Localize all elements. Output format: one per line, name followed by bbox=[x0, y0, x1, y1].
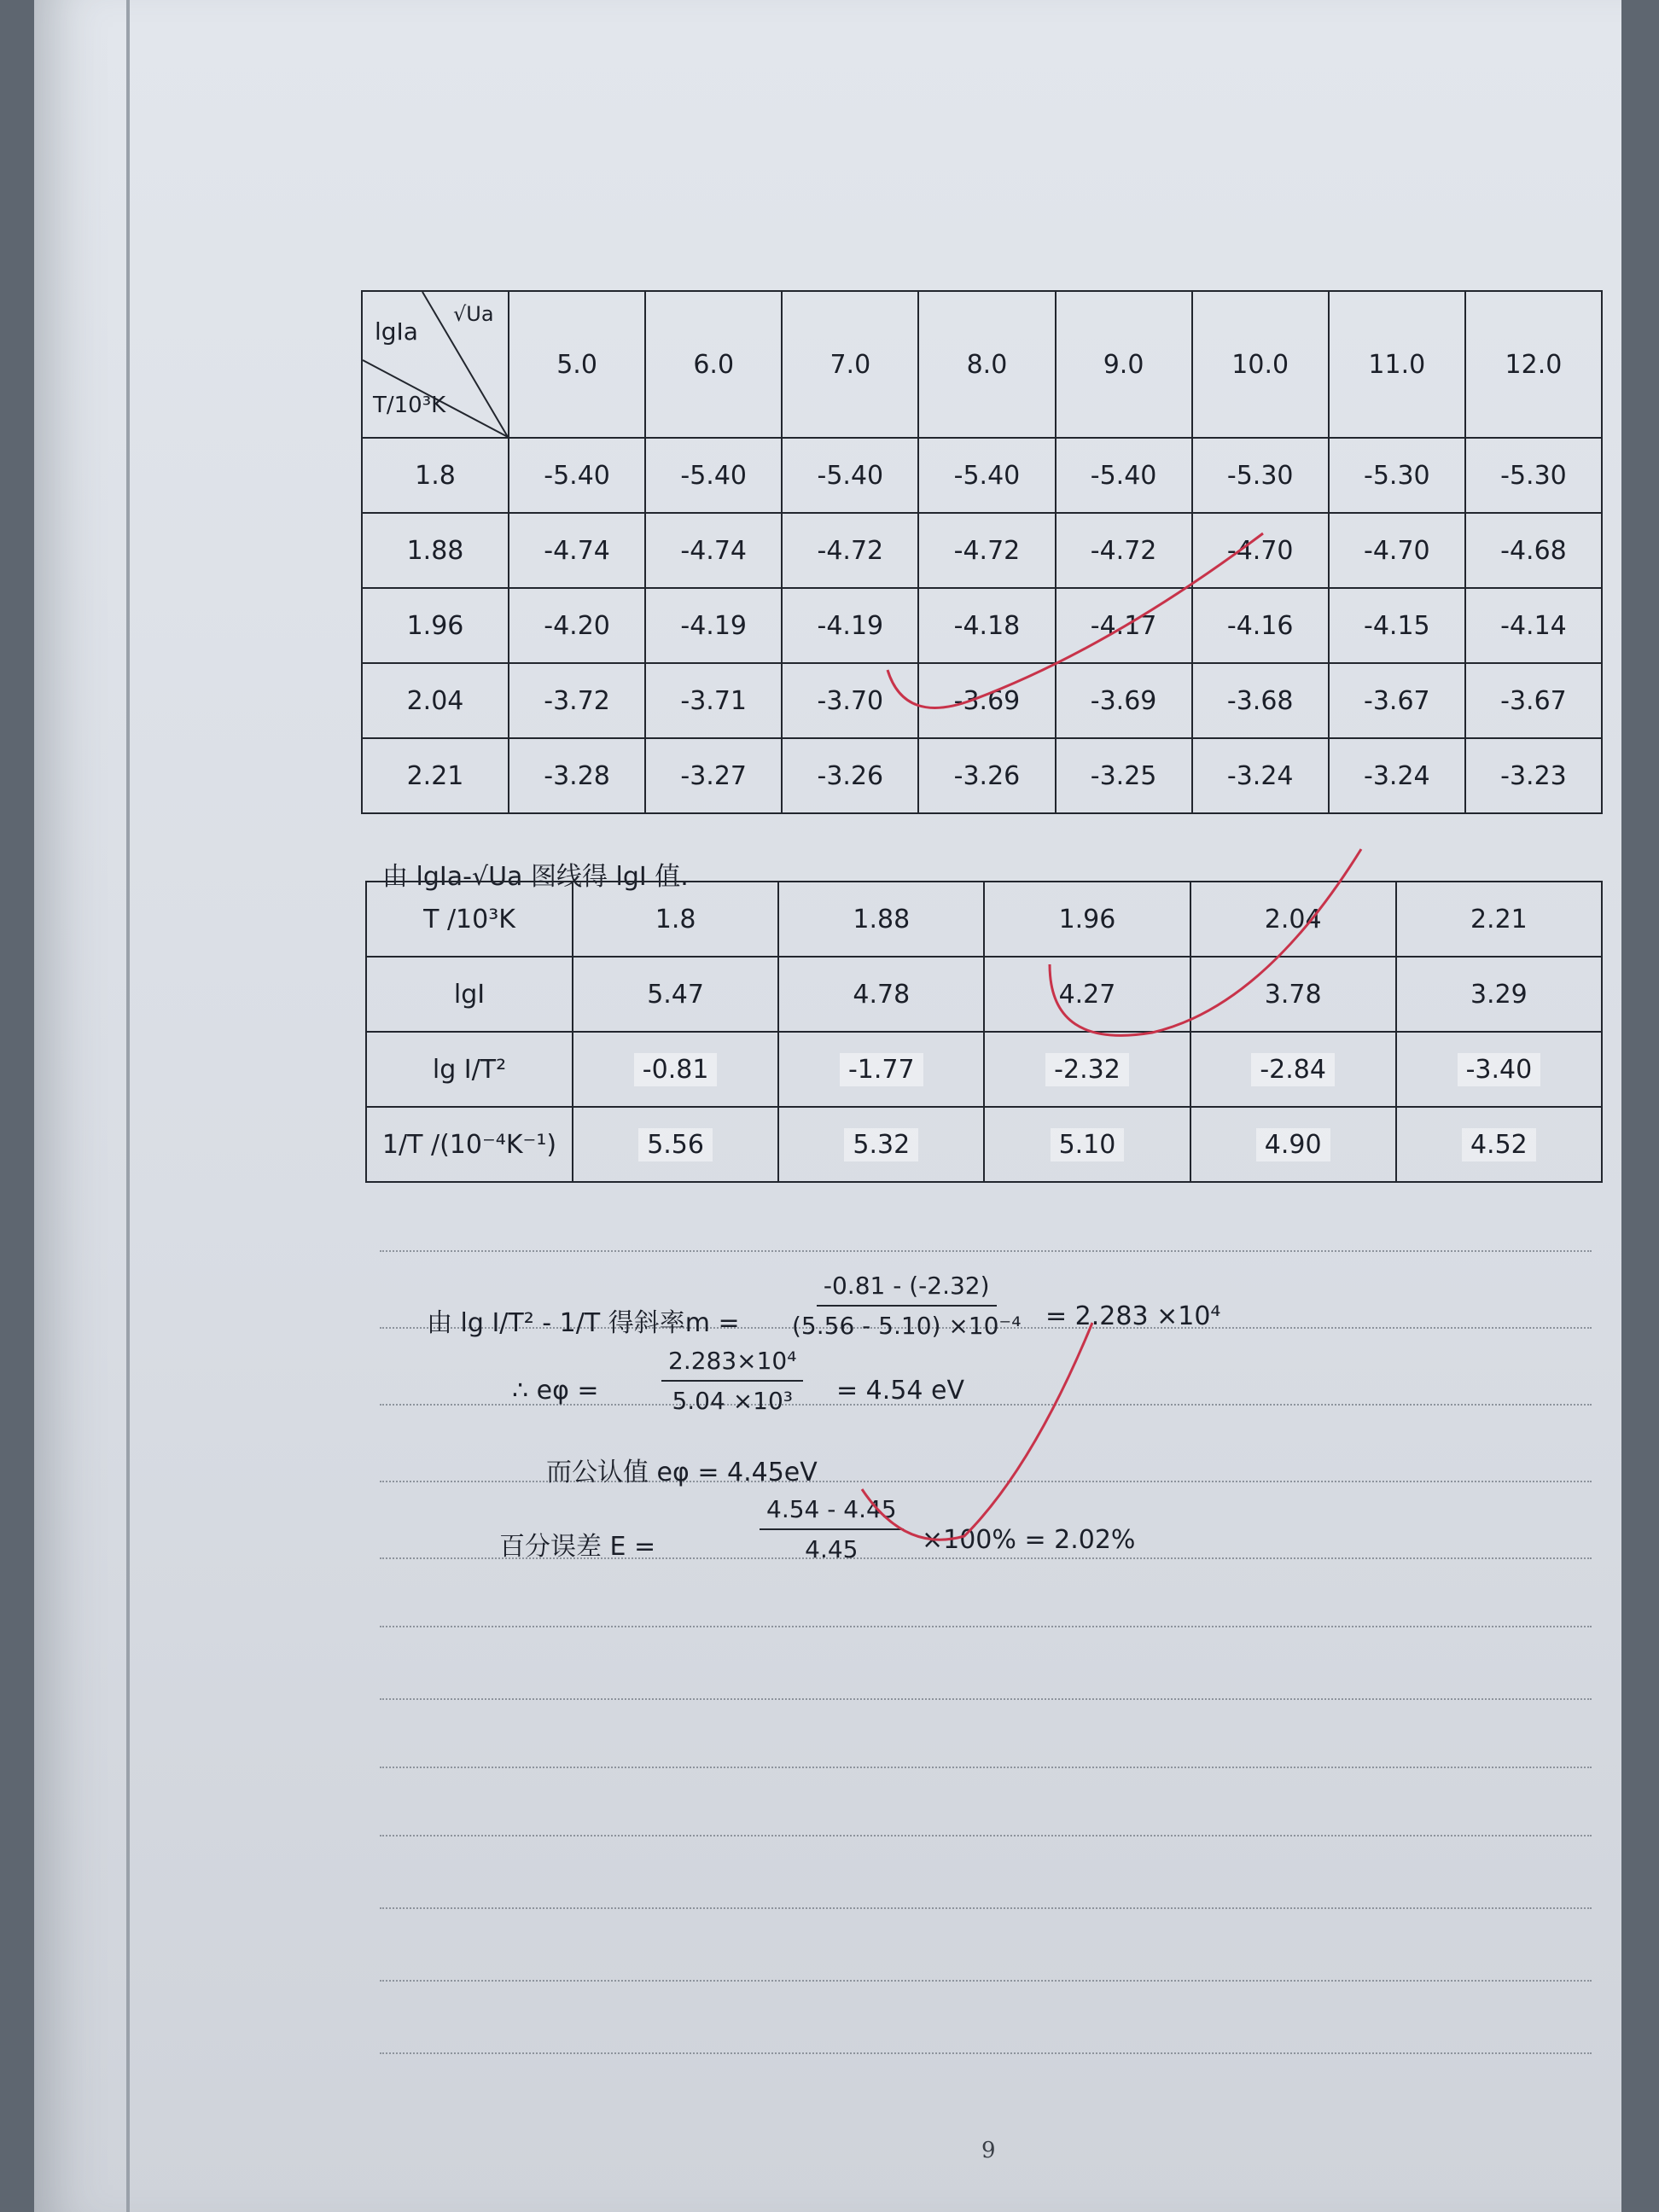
row-header: 1.8 bbox=[362, 438, 509, 513]
column-header: 8.0 bbox=[918, 291, 1055, 438]
lgIa-data-table bbox=[361, 290, 1603, 814]
table-cell bbox=[1190, 1107, 1396, 1182]
table-cell-value: 5.10 bbox=[1051, 1128, 1125, 1161]
table-cell: -4.16 bbox=[1192, 588, 1329, 663]
percent-error-result: ×100% = 2.02% bbox=[922, 1525, 1136, 1555]
corner-cell bbox=[362, 291, 509, 438]
table-cell-value: 4.90 bbox=[1256, 1128, 1330, 1161]
table-cell: -5.40 bbox=[1056, 438, 1192, 513]
table-row bbox=[362, 438, 1602, 513]
table-cell: 1.88 bbox=[778, 882, 984, 957]
ruled-line bbox=[380, 1980, 1592, 1982]
table-cell-value: 4.52 bbox=[1462, 1128, 1536, 1161]
row-header: 1.88 bbox=[362, 513, 509, 588]
row-header: 2.04 bbox=[362, 663, 509, 738]
table-cell: -4.20 bbox=[509, 588, 645, 663]
column-header: 7.0 bbox=[782, 291, 918, 438]
corner-top-right-label: √Ua bbox=[453, 302, 494, 326]
table-cell: -3.26 bbox=[918, 738, 1055, 813]
table-cell: -4.72 bbox=[1056, 513, 1192, 588]
table-cell: -3.72 bbox=[509, 663, 645, 738]
fraction-denominator: 4.45 bbox=[805, 1535, 859, 1563]
table-cell bbox=[778, 1107, 984, 1182]
accepted-value: 而公认值 eφ = 4.45eV bbox=[546, 1458, 818, 1487]
column-header: 11.0 bbox=[1329, 291, 1465, 438]
corner-top-label: lgIa bbox=[375, 317, 418, 346]
percent-error-label: 百分误差 E = bbox=[499, 1532, 656, 1562]
ruled-line bbox=[380, 1698, 1592, 1700]
table-cell: -4.18 bbox=[918, 588, 1055, 663]
table-cell-value: -0.81 bbox=[634, 1053, 718, 1086]
table-cell: -3.24 bbox=[1192, 738, 1329, 813]
table-header-row bbox=[362, 291, 1602, 438]
table-cell bbox=[573, 1107, 778, 1182]
slope-result: = 2.283 ×10⁴ bbox=[1045, 1301, 1221, 1331]
table-row bbox=[362, 588, 1602, 663]
table-cell: 1.8 bbox=[573, 882, 778, 957]
table-cell bbox=[1396, 1032, 1602, 1107]
table-cell: -3.28 bbox=[509, 738, 645, 813]
table-cell bbox=[1396, 1107, 1602, 1182]
table-cell: -3.68 bbox=[1192, 663, 1329, 738]
table-row bbox=[362, 738, 1602, 813]
ruled-line bbox=[380, 1835, 1592, 1837]
table-cell-value: -3.40 bbox=[1458, 1053, 1541, 1086]
ruled-line bbox=[380, 1626, 1592, 1627]
table-cell: -5.40 bbox=[509, 438, 645, 513]
corner-bottom-label: T/10³K bbox=[373, 393, 446, 418]
table-cell: -4.17 bbox=[1056, 588, 1192, 663]
table-row bbox=[362, 663, 1602, 738]
percent-error-fraction bbox=[760, 1495, 904, 1563]
table-cell-value: 5.56 bbox=[638, 1128, 713, 1161]
ruled-line bbox=[380, 1767, 1592, 1768]
table-cell: -4.74 bbox=[509, 513, 645, 588]
table-cell-value: -2.84 bbox=[1251, 1053, 1335, 1086]
table-cell: -4.15 bbox=[1329, 588, 1465, 663]
table-cell bbox=[573, 1032, 778, 1107]
table-cell: -3.23 bbox=[1465, 738, 1602, 813]
slope-fraction bbox=[785, 1272, 1027, 1340]
fraction-denominator: (5.56 - 5.10) ×10⁻⁴ bbox=[792, 1312, 1022, 1340]
table-row bbox=[366, 957, 1602, 1032]
table-cell: -4.19 bbox=[782, 588, 918, 663]
table-cell-value: -2.32 bbox=[1045, 1053, 1129, 1086]
notebook-page bbox=[34, 0, 1621, 2212]
work-function-fraction bbox=[661, 1347, 803, 1415]
table-cell: -3.27 bbox=[645, 738, 782, 813]
table-cell-value: 5.32 bbox=[844, 1128, 918, 1161]
table-cell: -4.70 bbox=[1329, 513, 1465, 588]
table-cell: -5.40 bbox=[918, 438, 1055, 513]
row-header: 2.21 bbox=[362, 738, 509, 813]
page-binding bbox=[126, 0, 130, 2212]
table-cell: -5.30 bbox=[1465, 438, 1602, 513]
slope-label: 由 lg I/T² - 1/T 得斜率m = bbox=[427, 1308, 740, 1338]
ruled-line bbox=[380, 1907, 1592, 1909]
row-header: lgI bbox=[366, 957, 573, 1032]
table-cell: -3.67 bbox=[1329, 663, 1465, 738]
work-function-result: = 4.54 eV bbox=[836, 1376, 964, 1406]
table-cell: -3.70 bbox=[782, 663, 918, 738]
row-header: 1/T /(10⁻⁴K⁻¹) bbox=[366, 1107, 573, 1182]
table-row bbox=[366, 1107, 1602, 1182]
table-cell: -3.24 bbox=[1329, 738, 1465, 813]
table-row bbox=[362, 513, 1602, 588]
table-cell: -3.25 bbox=[1056, 738, 1192, 813]
table-cell bbox=[778, 1032, 984, 1107]
table-cell: -3.69 bbox=[918, 663, 1055, 738]
lgI-results-table bbox=[365, 881, 1603, 1183]
table2-caption: 由 lgIa-√Ua 图线得 lgI 值. bbox=[382, 862, 689, 892]
ruled-line bbox=[380, 2052, 1592, 2054]
fraction-numerator: 4.54 - 4.45 bbox=[760, 1495, 904, 1530]
table-cell: -4.72 bbox=[782, 513, 918, 588]
table-cell: -3.71 bbox=[645, 663, 782, 738]
table-cell: 3.29 bbox=[1396, 957, 1602, 1032]
row-header: T /10³K bbox=[366, 882, 573, 957]
table-cell: -4.14 bbox=[1465, 588, 1602, 663]
column-header: 12.0 bbox=[1465, 291, 1602, 438]
column-header: 6.0 bbox=[645, 291, 782, 438]
column-header: 5.0 bbox=[509, 291, 645, 438]
work-function-label: ∴ eφ = bbox=[512, 1376, 599, 1406]
row-header: lg I/T² bbox=[366, 1032, 573, 1107]
table-cell: -5.30 bbox=[1192, 438, 1329, 513]
table-cell: 2.04 bbox=[1190, 882, 1396, 957]
table-cell: -3.69 bbox=[1056, 663, 1192, 738]
table-cell: -4.70 bbox=[1192, 513, 1329, 588]
table-cell: -3.67 bbox=[1465, 663, 1602, 738]
table-cell: 3.78 bbox=[1190, 957, 1396, 1032]
table-row bbox=[366, 1032, 1602, 1107]
table-cell bbox=[984, 1107, 1190, 1182]
column-header: 10.0 bbox=[1192, 291, 1329, 438]
table-cell bbox=[984, 1032, 1190, 1107]
table-row bbox=[366, 882, 1602, 957]
table-cell: 5.47 bbox=[573, 957, 778, 1032]
ruled-line bbox=[380, 1250, 1592, 1252]
table-cell bbox=[1190, 1032, 1396, 1107]
fraction-numerator: 2.283×10⁴ bbox=[661, 1347, 803, 1382]
table-cell: -4.19 bbox=[645, 588, 782, 663]
table-cell: -5.40 bbox=[782, 438, 918, 513]
table-cell: -4.74 bbox=[645, 513, 782, 588]
table-cell: -4.68 bbox=[1465, 513, 1602, 588]
table-cell: -4.72 bbox=[918, 513, 1055, 588]
table-cell: 1.96 bbox=[984, 882, 1190, 957]
page-number: 9 bbox=[981, 2138, 996, 2163]
table-cell: -5.40 bbox=[645, 438, 782, 513]
fraction-denominator: 5.04 ×10³ bbox=[672, 1387, 794, 1415]
table-cell: -5.30 bbox=[1329, 438, 1465, 513]
table-cell: 4.78 bbox=[778, 957, 984, 1032]
table-cell: -3.26 bbox=[782, 738, 918, 813]
column-header: 9.0 bbox=[1056, 291, 1192, 438]
table-cell-value: -1.77 bbox=[840, 1053, 923, 1086]
table-cell: 4.27 bbox=[984, 957, 1190, 1032]
fraction-numerator: -0.81 - (-2.32) bbox=[817, 1272, 997, 1307]
row-header: 1.96 bbox=[362, 588, 509, 663]
table-cell: 2.21 bbox=[1396, 882, 1602, 957]
